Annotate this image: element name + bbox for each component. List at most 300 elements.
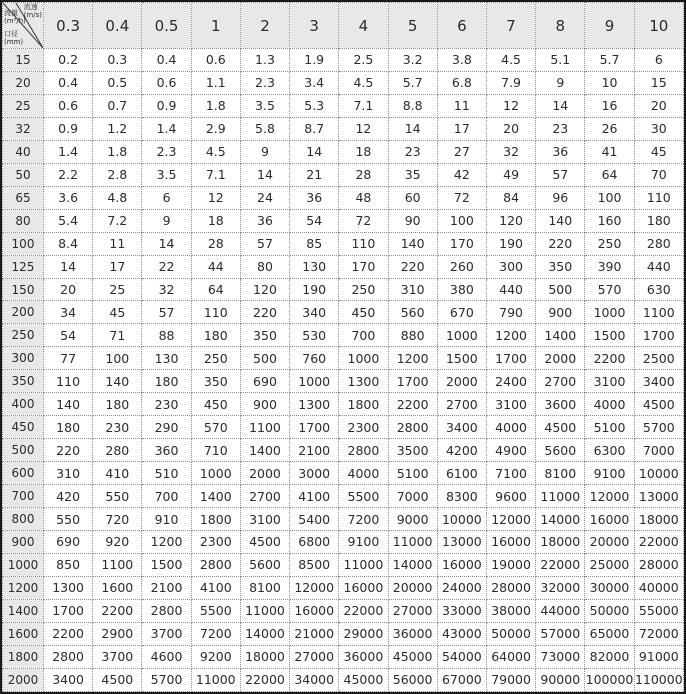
header-row [3,3,684,49]
flow-axis-label [4,10,26,25]
flow-value-cell: 27000 [290,645,339,668]
flow-value-cell: 30000 [585,576,634,599]
diameter-cell: 1000 [3,553,44,576]
flow-value-cell: 1.8 [93,140,142,163]
flow-value-cell: 11000 [339,553,388,576]
flow-value-cell: 1100 [634,301,683,324]
corner-inner [3,3,43,48]
flow-value-cell: 54 [290,209,339,232]
diameter-cell: 2000 [3,668,44,691]
table-row [3,255,684,278]
flow-value-cell: 96 [536,186,585,209]
flow-value-cell: 9100 [585,462,634,485]
flow-value-cell: 140 [44,393,93,416]
corner-cell [3,3,44,49]
flow-value-cell: 44 [191,255,240,278]
flow-value-cell: 22000 [240,668,289,691]
flow-value-cell: 2800 [44,645,93,668]
flow-label-text: 流量 [4,9,18,17]
flow-value-cell: 7200 [339,508,388,531]
flow-value-cell: 360 [142,439,191,462]
flow-value-cell: 3100 [240,508,289,531]
flow-value-cell: 3100 [486,393,535,416]
flow-value-cell: 12 [339,117,388,140]
flow-value-cell: 910 [142,508,191,531]
flow-value-cell: 130 [142,347,191,370]
diameter-cell: 150 [3,278,44,301]
flow-value-cell: 4500 [93,668,142,691]
flow-value-cell: 4.5 [339,71,388,94]
flow-value-cell: 10000 [437,508,486,531]
flow-value-cell: 8100 [240,576,289,599]
flow-value-cell: 110 [44,370,93,393]
flow-value-cell: 20000 [388,576,437,599]
flow-value-cell: 700 [142,485,191,508]
flow-value-cell: 5100 [585,416,634,439]
diameter-cell: 350 [3,370,44,393]
flow-value-cell: 5.1 [536,49,585,72]
flow-value-cell: 180 [44,416,93,439]
flow-value-cell: 2000 [240,462,289,485]
flow-value-cell: 2500 [634,347,683,370]
flow-value-cell: 10 [585,71,634,94]
flow-value-cell: 65000 [585,622,634,645]
flow-value-cell: 880 [388,324,437,347]
flow-value-cell: 1800 [339,393,388,416]
diameter-cell: 15 [3,49,44,72]
flow-value-cell: 5.7 [585,49,634,72]
flow-value-cell: 73000 [536,645,585,668]
flow-value-cell: 6 [634,49,683,72]
flow-value-cell: 85 [290,232,339,255]
flow-value-cell: 7.9 [486,71,535,94]
diameter-cell: 1600 [3,622,44,645]
flow-value-cell: 0.6 [44,94,93,117]
flow-value-cell: 440 [634,255,683,278]
flow-value-cell: 22000 [634,531,683,554]
velocity-header-cell: 0.3 [44,3,93,49]
flow-value-cell: 350 [536,255,585,278]
flow-value-cell: 19000 [486,553,535,576]
table-row [3,94,684,117]
flow-value-cell: 14 [388,117,437,140]
flow-value-cell: 17 [93,255,142,278]
flow-value-cell: 25000 [585,553,634,576]
flow-value-cell: 5700 [634,416,683,439]
flow-value-cell: 22000 [536,553,585,576]
diameter-cell: 25 [3,94,44,117]
flow-value-cell: 4500 [634,393,683,416]
flow-value-cell: 16000 [339,576,388,599]
flow-value-cell: 60 [388,186,437,209]
flow-value-cell: 3.6 [44,186,93,209]
table-row [3,531,684,554]
flow-value-cell: 3.4 [290,71,339,94]
flow-value-cell: 450 [339,301,388,324]
diameter-cell: 200 [3,301,44,324]
flow-value-cell: 120 [486,209,535,232]
flow-value-cell: 1700 [388,370,437,393]
flow-value-cell: 25 [93,278,142,301]
table-row [3,393,684,416]
flow-value-cell: 28 [191,232,240,255]
flow-value-cell: 190 [290,278,339,301]
flow-value-cell: 550 [44,508,93,531]
flow-value-cell: 7.1 [339,94,388,117]
flow-value-cell: 72 [437,186,486,209]
flow-value-cell: 340 [290,301,339,324]
flow-value-cell: 11 [93,232,142,255]
flow-value-cell: 3.5 [240,94,289,117]
flow-value-cell: 140 [93,370,142,393]
table-row [3,186,684,209]
flow-value-cell: 630 [634,278,683,301]
flow-value-cell: 310 [388,278,437,301]
flow-value-cell: 57 [536,163,585,186]
flow-value-cell: 3100 [585,370,634,393]
flow-value-cell: 2300 [339,416,388,439]
flow-value-cell: 3600 [536,393,585,416]
flow-value-cell: 100 [93,347,142,370]
velocity-header-cell: 5 [388,3,437,49]
flow-value-cell: 7100 [486,462,535,485]
flow-value-cell: 560 [388,301,437,324]
flow-value-cell: 18 [339,140,388,163]
flow-value-cell: 3000 [290,462,339,485]
flow-value-cell: 220 [240,301,289,324]
flow-value-cell: 2800 [388,416,437,439]
diameter-cell: 65 [3,186,44,209]
velocity-header-cell: 10 [634,3,683,49]
flow-value-cell: 13000 [437,531,486,554]
flow-value-cell: 4100 [191,576,240,599]
table-head [3,3,684,49]
diameter-cell: 900 [3,531,44,554]
diameter-cell: 450 [3,416,44,439]
flow-value-cell: 350 [191,370,240,393]
flow-value-cell: 21 [290,163,339,186]
flow-value-cell: 11000 [536,485,585,508]
flow-value-cell: 40000 [634,576,683,599]
flow-value-cell: 23 [388,140,437,163]
flow-value-cell: 64 [191,278,240,301]
flow-value-cell: 1300 [290,393,339,416]
flow-value-cell: 91000 [634,645,683,668]
flow-value-cell: 45 [93,301,142,324]
flow-value-cell: 41 [585,140,634,163]
flow-value-cell: 2.3 [142,140,191,163]
flow-value-cell: 3.5 [142,163,191,186]
flow-value-cell: 0.2 [44,49,93,72]
flow-value-cell: 45000 [388,645,437,668]
flow-value-cell: 72 [339,209,388,232]
flow-value-cell: 760 [290,347,339,370]
flow-value-cell: 1700 [486,347,535,370]
flow-value-cell: 2200 [388,393,437,416]
flow-value-cell: 14 [240,163,289,186]
flow-value-cell: 110 [339,232,388,255]
flow-value-cell: 1500 [585,324,634,347]
flow-value-cell: 16000 [290,599,339,622]
flow-value-cell: 11000 [240,599,289,622]
flow-value-cell: 64000 [486,645,535,668]
flow-value-cell: 90 [388,209,437,232]
table-row [3,416,684,439]
flow-value-cell: 900 [536,301,585,324]
table-body [3,49,684,692]
flow-value-cell: 4.8 [93,186,142,209]
flow-value-cell: 71 [93,324,142,347]
flow-value-cell: 3700 [93,645,142,668]
flow-value-cell: 2900 [93,622,142,645]
flow-value-cell: 2700 [240,485,289,508]
velocity-label-text: 流速 [23,3,38,11]
flow-value-cell: 28000 [486,576,535,599]
flow-value-cell: 4.5 [191,140,240,163]
flow-value-cell: 36 [240,209,289,232]
velocity-unit-text: (m/s) [23,10,42,19]
flow-value-cell: 2.5 [339,49,388,72]
flow-value-cell: 16 [585,94,634,117]
flow-value-cell: 2100 [142,576,191,599]
flow-value-cell: 450 [191,393,240,416]
flow-value-cell: 5600 [240,553,289,576]
flow-value-cell: 2300 [191,531,240,554]
diameter-cell: 800 [3,508,44,531]
flow-value-cell: 50000 [585,599,634,622]
flow-value-cell: 18000 [536,531,585,554]
flow-value-cell: 230 [93,416,142,439]
flow-value-cell: 790 [486,301,535,324]
velocity-header-cell: 8 [536,3,585,49]
flow-value-cell: 57 [142,301,191,324]
flow-value-cell: 38000 [486,599,535,622]
flow-value-cell: 4100 [290,485,339,508]
flow-value-cell: 4000 [486,416,535,439]
flow-value-cell: 14 [290,140,339,163]
table-row [3,668,684,691]
flow-value-cell: 180 [93,393,142,416]
diameter-cell: 250 [3,324,44,347]
flow-value-cell: 220 [44,439,93,462]
flow-value-cell: 1200 [388,347,437,370]
flow-value-cell: 500 [240,347,289,370]
flow-value-cell: 0.6 [142,71,191,94]
flow-value-cell: 8500 [290,553,339,576]
flow-value-cell: 570 [585,278,634,301]
flow-value-cell: 300 [486,255,535,278]
flow-value-cell: 110 [634,186,683,209]
velocity-header-cell: 2 [240,3,289,49]
velocity-header-cell: 0.4 [93,3,142,49]
flow-value-cell: 280 [93,439,142,462]
flow-value-cell: 3400 [44,668,93,691]
table-row [3,232,684,255]
flow-value-cell: 1300 [339,370,388,393]
flow-value-cell: 23 [536,117,585,140]
diameter-cell: 500 [3,439,44,462]
flow-value-cell: 2000 [437,370,486,393]
flow-value-cell: 79000 [486,668,535,691]
flow-value-cell: 20000 [585,531,634,554]
flow-value-cell: 5.3 [290,94,339,117]
flow-value-cell: 17 [437,117,486,140]
flow-value-cell: 14 [536,94,585,117]
flow-value-cell: 7200 [191,622,240,645]
flow-value-cell: 3700 [142,622,191,645]
diameter-axis-label [4,31,23,46]
flow-value-cell: 220 [388,255,437,278]
flow-value-cell: 5.8 [240,117,289,140]
flow-value-cell: 6.8 [437,71,486,94]
diameter-cell: 1400 [3,599,44,622]
flow-value-cell: 1.3 [240,49,289,72]
flow-value-cell: 8100 [536,462,585,485]
flow-value-cell: 220 [536,232,585,255]
flow-value-cell: 0.6 [191,49,240,72]
flow-value-cell: 1.4 [142,117,191,140]
flow-value-cell: 0.9 [44,117,93,140]
flow-value-cell: 57000 [536,622,585,645]
table-row [3,462,684,485]
flow-value-cell: 4500 [536,416,585,439]
flow-value-cell: 280 [634,232,683,255]
flow-value-cell: 2200 [93,599,142,622]
flow-value-cell: 190 [486,232,535,255]
flow-value-cell: 2.8 [93,163,142,186]
flow-value-cell: 32 [142,278,191,301]
flow-value-cell: 7.1 [191,163,240,186]
flow-value-cell: 12 [486,94,535,117]
flow-value-cell: 36 [290,186,339,209]
flow-value-cell: 14 [142,232,191,255]
flow-value-cell: 720 [93,508,142,531]
flow-value-cell: 1300 [44,576,93,599]
flow-value-cell: 250 [191,347,240,370]
flow-value-cell: 2000 [536,347,585,370]
flow-value-cell: 14000 [536,508,585,531]
flow-value-cell: 0.7 [93,94,142,117]
flow-value-cell: 84 [486,186,535,209]
flow-value-cell: 90000 [536,668,585,691]
flow-value-cell: 13000 [634,485,683,508]
flow-value-cell: 7.2 [93,209,142,232]
flow-value-cell: 1700 [44,599,93,622]
flow-value-cell: 11000 [191,668,240,691]
flow-value-cell: 4500 [240,531,289,554]
flow-value-cell: 67000 [437,668,486,691]
flow-value-cell: 34000 [290,668,339,691]
flow-value-cell: 1600 [93,576,142,599]
flow-value-cell: 8.4 [44,232,93,255]
flow-value-cell: 420 [44,485,93,508]
flow-value-cell: 20 [486,117,535,140]
flow-value-cell: 1000 [191,462,240,485]
flow-value-cell: 110000 [634,668,683,691]
flow-value-cell: 88 [142,324,191,347]
flow-value-cell: 33000 [437,599,486,622]
flow-value-cell: 54000 [437,645,486,668]
flow-value-cell: 8.7 [290,117,339,140]
flow-value-cell: 0.9 [142,94,191,117]
table-row [3,645,684,668]
flow-value-cell: 250 [339,278,388,301]
flow-value-cell: 8300 [437,485,486,508]
flow-value-cell: 9 [142,209,191,232]
flow-value-cell: 5.4 [44,209,93,232]
flow-value-cell: 570 [191,416,240,439]
table-row [3,553,684,576]
flow-value-cell: 9200 [191,645,240,668]
flow-value-cell: 0.4 [44,71,93,94]
flow-value-cell: 250 [585,232,634,255]
flow-rate-table [2,2,684,692]
velocity-header-cell: 4 [339,3,388,49]
flow-value-cell: 5500 [191,599,240,622]
diameter-cell: 1200 [3,576,44,599]
flow-value-cell: 2700 [437,393,486,416]
flow-value-cell: 27000 [388,599,437,622]
flow-value-cell: 44000 [536,599,585,622]
flow-value-cell: 27 [437,140,486,163]
flow-value-cell: 700 [339,324,388,347]
flow-value-cell: 64 [585,163,634,186]
flow-value-cell: 80 [240,255,289,278]
flow-value-cell: 1800 [191,508,240,531]
table-row [3,576,684,599]
flow-value-cell: 29000 [339,622,388,645]
table-row [3,163,684,186]
flow-value-cell: 390 [585,255,634,278]
flow-value-cell: 45 [634,140,683,163]
velocity-axis-label [24,4,42,19]
flow-value-cell: 14 [44,255,93,278]
flow-value-cell: 3400 [437,416,486,439]
flow-value-cell: 4.5 [486,49,535,72]
flow-value-cell: 5500 [339,485,388,508]
flow-value-cell: 3.8 [437,49,486,72]
diameter-cell: 600 [3,462,44,485]
flow-value-cell: 9 [240,140,289,163]
flow-value-cell: 35 [388,163,437,186]
diameter-cell: 80 [3,209,44,232]
flow-value-cell: 710 [191,439,240,462]
flow-value-cell: 6100 [437,462,486,485]
flow-value-cell: 1400 [240,439,289,462]
flow-value-cell: 4000 [585,393,634,416]
diameter-cell: 100 [3,232,44,255]
flow-value-cell: 850 [44,553,93,576]
diameter-label-text: 口径 [4,30,18,38]
flow-value-cell: 11000 [388,531,437,554]
flow-value-cell: 170 [339,255,388,278]
flow-value-cell: 56000 [388,668,437,691]
flow-value-cell: 1700 [634,324,683,347]
flow-value-cell: 50000 [486,622,535,645]
flow-value-cell: 2800 [339,439,388,462]
flow-value-cell: 2800 [191,553,240,576]
flow-value-cell: 9100 [339,531,388,554]
table-row [3,301,684,324]
flow-value-cell: 440 [486,278,535,301]
flow-value-cell: 1500 [142,553,191,576]
table-row [3,324,684,347]
flow-value-cell: 55000 [634,599,683,622]
flow-value-cell: 7000 [388,485,437,508]
flow-value-cell: 36000 [339,645,388,668]
flow-value-cell: 6300 [585,439,634,462]
flow-value-cell: 6800 [290,531,339,554]
